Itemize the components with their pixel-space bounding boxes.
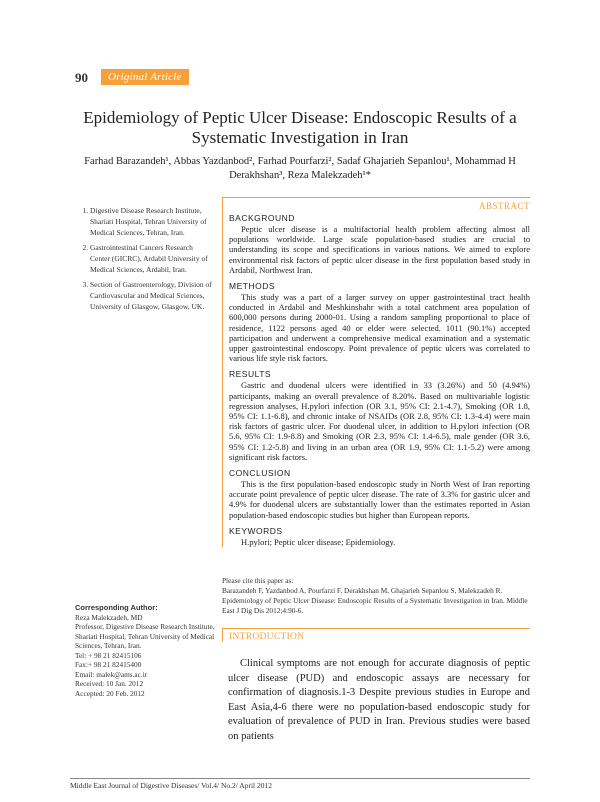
introduction-text: Clinical symptoms are not enough for accurate diagnosis of peptic ulcer disease (PUD) and endoscopic assays are necessary for confirmation of diagnosis.1-3 Despite previous studies in Europe and East Asia,4-6 there were no population-based endoscopic study for evaluation of prevalence of PUD in Iran. Previous studies were based on patients bbox=[228, 658, 530, 742]
results-heading: RESULTS bbox=[229, 369, 272, 380]
affiliations bbox=[78, 205, 213, 316]
page-number: 90 bbox=[75, 70, 88, 85]
received-date: Received: 10 Jan. 2012 bbox=[75, 679, 144, 688]
corresponding-author bbox=[75, 603, 215, 698]
methods-heading: METHODS bbox=[229, 281, 275, 292]
introduction-heading: INTRODUCTION bbox=[222, 628, 530, 642]
citation-text: Barazandeh F, Yazdanbod A, Pourfarzi F, Derakhshan M, Ghajarieh Sepanlou S, Malekzadeh R. Epidemiology of Peptic Ulcer Disease: Endoscopic Results of a Systematic Investigation in Iran. Middle East J Dig Dis 2012;4:90-6. bbox=[222, 586, 528, 615]
accepted-date: Accepted: 20 Feb. 2012 bbox=[75, 688, 145, 698]
abstract-heading: ABSTRACT bbox=[478, 201, 530, 211]
keywords-heading: KEYWORDS bbox=[229, 525, 283, 536]
citation-block bbox=[222, 576, 530, 616]
corresponding-name: Reza Malekzadeh, MD bbox=[75, 612, 143, 622]
keywords-text: H.pylori; Peptic ulcer disease; Epidemiology. bbox=[241, 536, 396, 547]
corresponding-label: Corresponding Author: bbox=[75, 603, 158, 612]
corresponding-email[interactable]: Email: malek@ams.ac.ir bbox=[75, 669, 148, 679]
background-text: Peptic ulcer disease is a multifactorial health problem affecting almost all populations worldwide. Large scale population-based studies are crucial to understanding its scope and specifications in various nations. We aimed to explore environmental risk factors of peptic ulcer disease in the first population based study in Ardabil, Northwest Iran. bbox=[229, 224, 530, 275]
citation-label: Please cite this paper as: bbox=[222, 576, 294, 585]
author-list: Farhad Barazandeh¹, Abbas Yazdanbod², Farhad Pourfarzi², Sadaf Ghajarieh Sepanlou¹, Mohammad H Derakhshan³, Reza Malekzadeh¹* bbox=[84, 156, 516, 181]
affiliation-item: 1. Digestive Disease Research Institute, Shariati Hospital, Tehran University of Medical Sciences, Tehran, Iran. bbox=[90, 205, 213, 238]
methods-text: This study was a part of a larger survey on upper gastrointestinal tract health conducted in Ardabil and Meshkinshahr with a total catchment area population of 600,000 persons during 2000-01. Using a random sampling proportional to place of residence, 1122 persons aged 40 or elder were selected. 1011 (90.1%) accepted participation and underwent a comprehensive medical examination and a systematic upper gastrointestinal endoscopy. Point prevalence of peptic ulcers was correlated to various life style risk factors. bbox=[229, 292, 530, 364]
corresponding-fax: Fax:+ 98 21 82415400 bbox=[75, 660, 142, 669]
abstract-box bbox=[222, 197, 530, 547]
affiliation-item: 2. Gastrointestinal Cancers Research Center (GICRC), Ardabil University of Medical Sciences, Ardabil, Iran. bbox=[90, 242, 213, 275]
corresponding-tel: Tel: + 98 21 82415106 bbox=[75, 650, 142, 660]
background-heading: BACKGROUND bbox=[229, 213, 295, 223]
article-title: Epidemiology of Peptic Ulcer Disease: Endoscopic Results of a Systematic Investigation in Iran bbox=[83, 108, 517, 147]
corresponding-details: Professor, Digestive Disease Research Institute, Shariati Hospital, Tehran University of Medical Sciences, Tehran, Iran. bbox=[75, 622, 215, 650]
section-badge: Original Article bbox=[101, 69, 189, 85]
affiliation-item: 3. Section of Gastroenterology, Division of Cardiovascular and Medical Sciences, University of Glasgow, Glasgow, UK. bbox=[90, 279, 213, 312]
results-text: Gastric and duodenal ulcers were identified in 33 (3.26%) and 50 (4.94%) participants, making an overall prevalence of 8.20%. Based on multivariable logistic regression analyses, H.pylori infection (OR 3.1, 95% CI: 2.1-4.7), Smoking (OR 1.8, 95% CI: 1.1-6.8), and chronic intake of NSAIDs (OR 2.8, 95% CI: 1.3-4.4) were main risk factors of gastric ulcer. For duodenal ulcer, in addition to H.pylori infection (OR 5.6, 95% CI: 1.9-8.8) and Smoking (OR 2.3, 95% CI: 1.4-6.5), male gender (OR 3.6, 95% CI: 1.2-5.8) and living in an urban area (OR 1.9, 95% CI: 1.1-5.2) were among significant risk factors. bbox=[229, 380, 530, 462]
journal-footer: Middle East Journal of Digestive Diseases/ Vol.4/ No.2/ April 2012 bbox=[70, 778, 530, 790]
conclusion-text: This is the first population-based endoscopic study in North West of Iran reporting accurate point prevalence of peptic ulcer disease. The rate of 3.3% for gastric ulcer and 4.9% for duodenal ulcers are substantially lower than the estimates reported in Asian population-based endoscopic studies but higher than European reports. bbox=[229, 479, 530, 520]
conclusion-heading: CONCLUSION bbox=[229, 468, 291, 479]
